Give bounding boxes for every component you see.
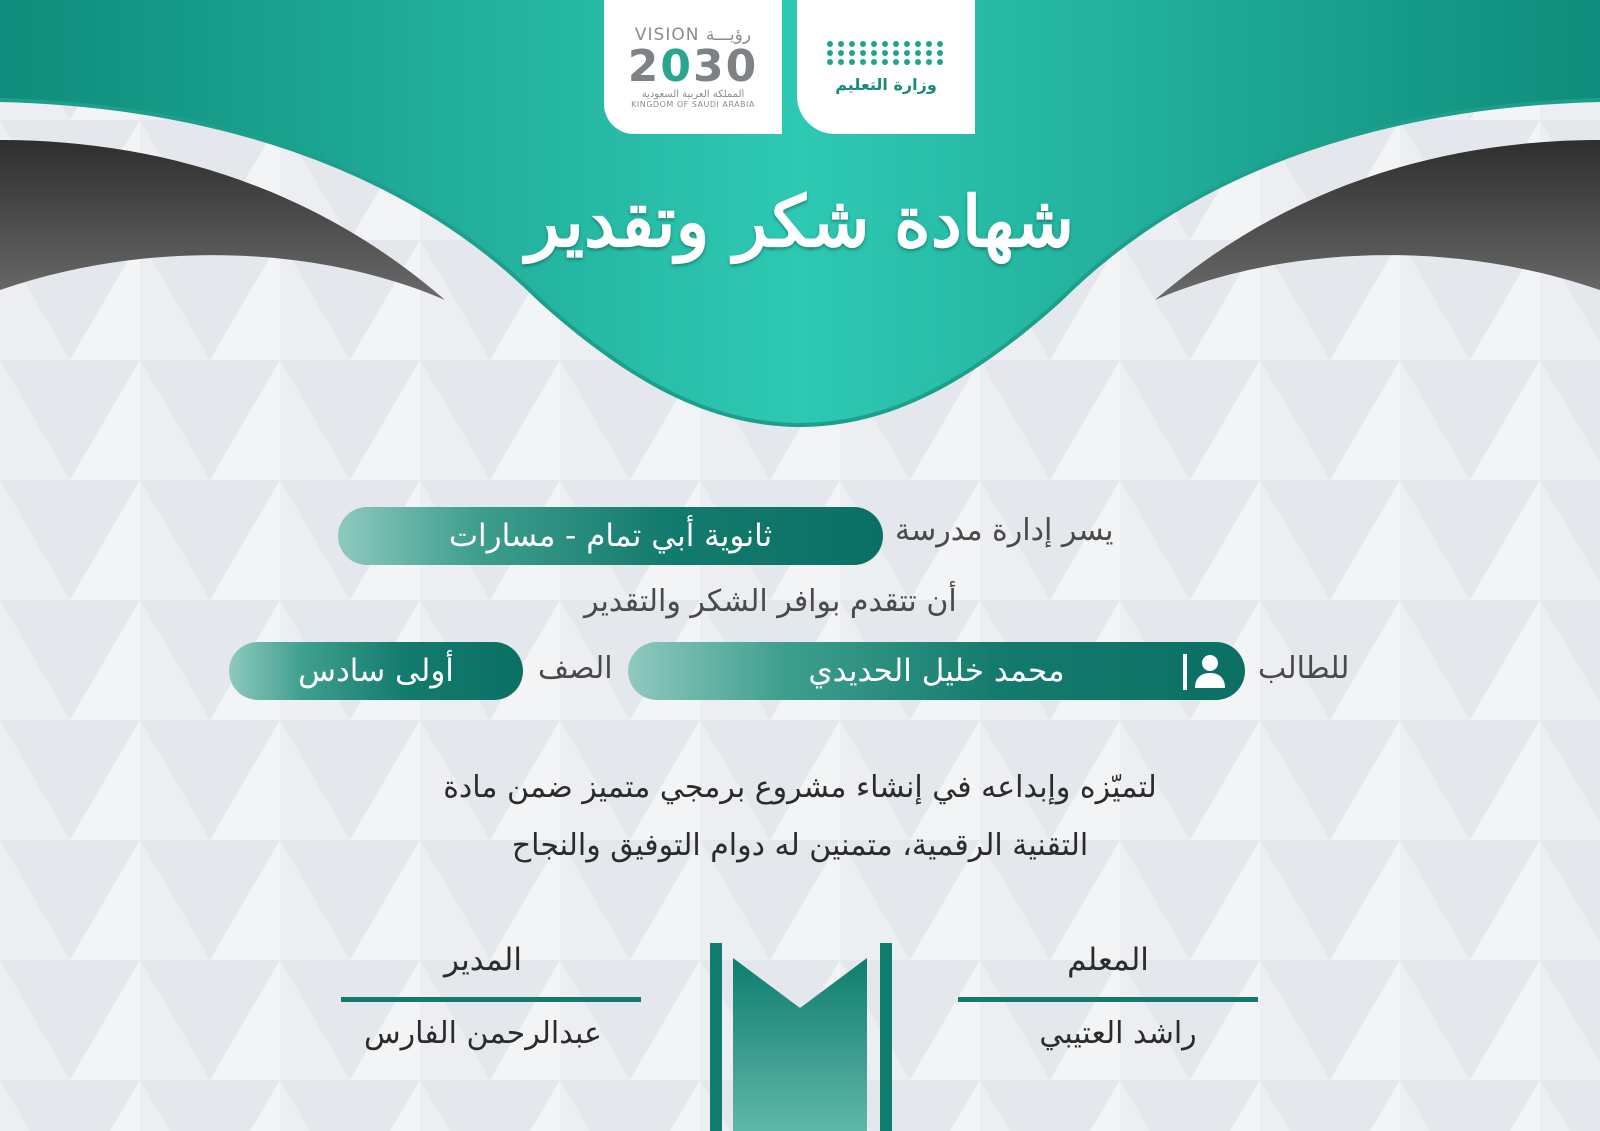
principal-signature-line: [341, 997, 641, 1002]
vision-country-arabic: المملكة العربية السعودية: [641, 89, 745, 100]
vision-country-english: KINGDOM OF SAUDI ARABIA: [631, 100, 755, 109]
student-name-pill: [628, 642, 1245, 700]
school-name-pill: [338, 507, 883, 565]
ministry-dots-icon: [827, 41, 945, 65]
vision-heading: VISION رؤيـــة: [634, 25, 752, 45]
principal-title: المدير: [444, 942, 522, 978]
vision-year: 2030: [627, 41, 759, 92]
student-label: للطالب: [1258, 651, 1350, 686]
body-line-2: التقنية الرقمية، متمنين له دوام التوفيق والنجاح: [511, 828, 1089, 863]
intro-label: يسر إدارة مدرسة: [895, 513, 1114, 548]
student-name: محمد خليل الحديدي: [808, 653, 1065, 689]
grade-value: أولى سادس: [298, 653, 454, 689]
grade-label: الصف: [538, 651, 613, 686]
thanks-line: أن تتقدم بوافر الشكر والتقدير: [584, 584, 957, 619]
teacher-signature-line: [958, 997, 1258, 1002]
grade-pill: [229, 642, 523, 700]
ministry-of-education-logo: [797, 0, 975, 134]
user-icon: [1183, 650, 1227, 692]
school-name: ثانوية أبي تمام - مسارات: [448, 518, 773, 554]
vision-2030-logo: [604, 0, 782, 134]
teacher-title: المعلم: [1067, 942, 1149, 978]
teacher-name: راشد العتيبي: [1039, 1016, 1197, 1051]
principal-name: عبدالرحمن الفارس: [364, 1016, 602, 1051]
certificate-title: شهادة شكر وتقدير: [525, 180, 1075, 263]
body-line-1: لتميّزه وإبداعه في إنشاء مشروع برمجي متميز ضمن مادة: [443, 770, 1157, 805]
ministry-name: وزارة التعليم: [835, 74, 937, 94]
